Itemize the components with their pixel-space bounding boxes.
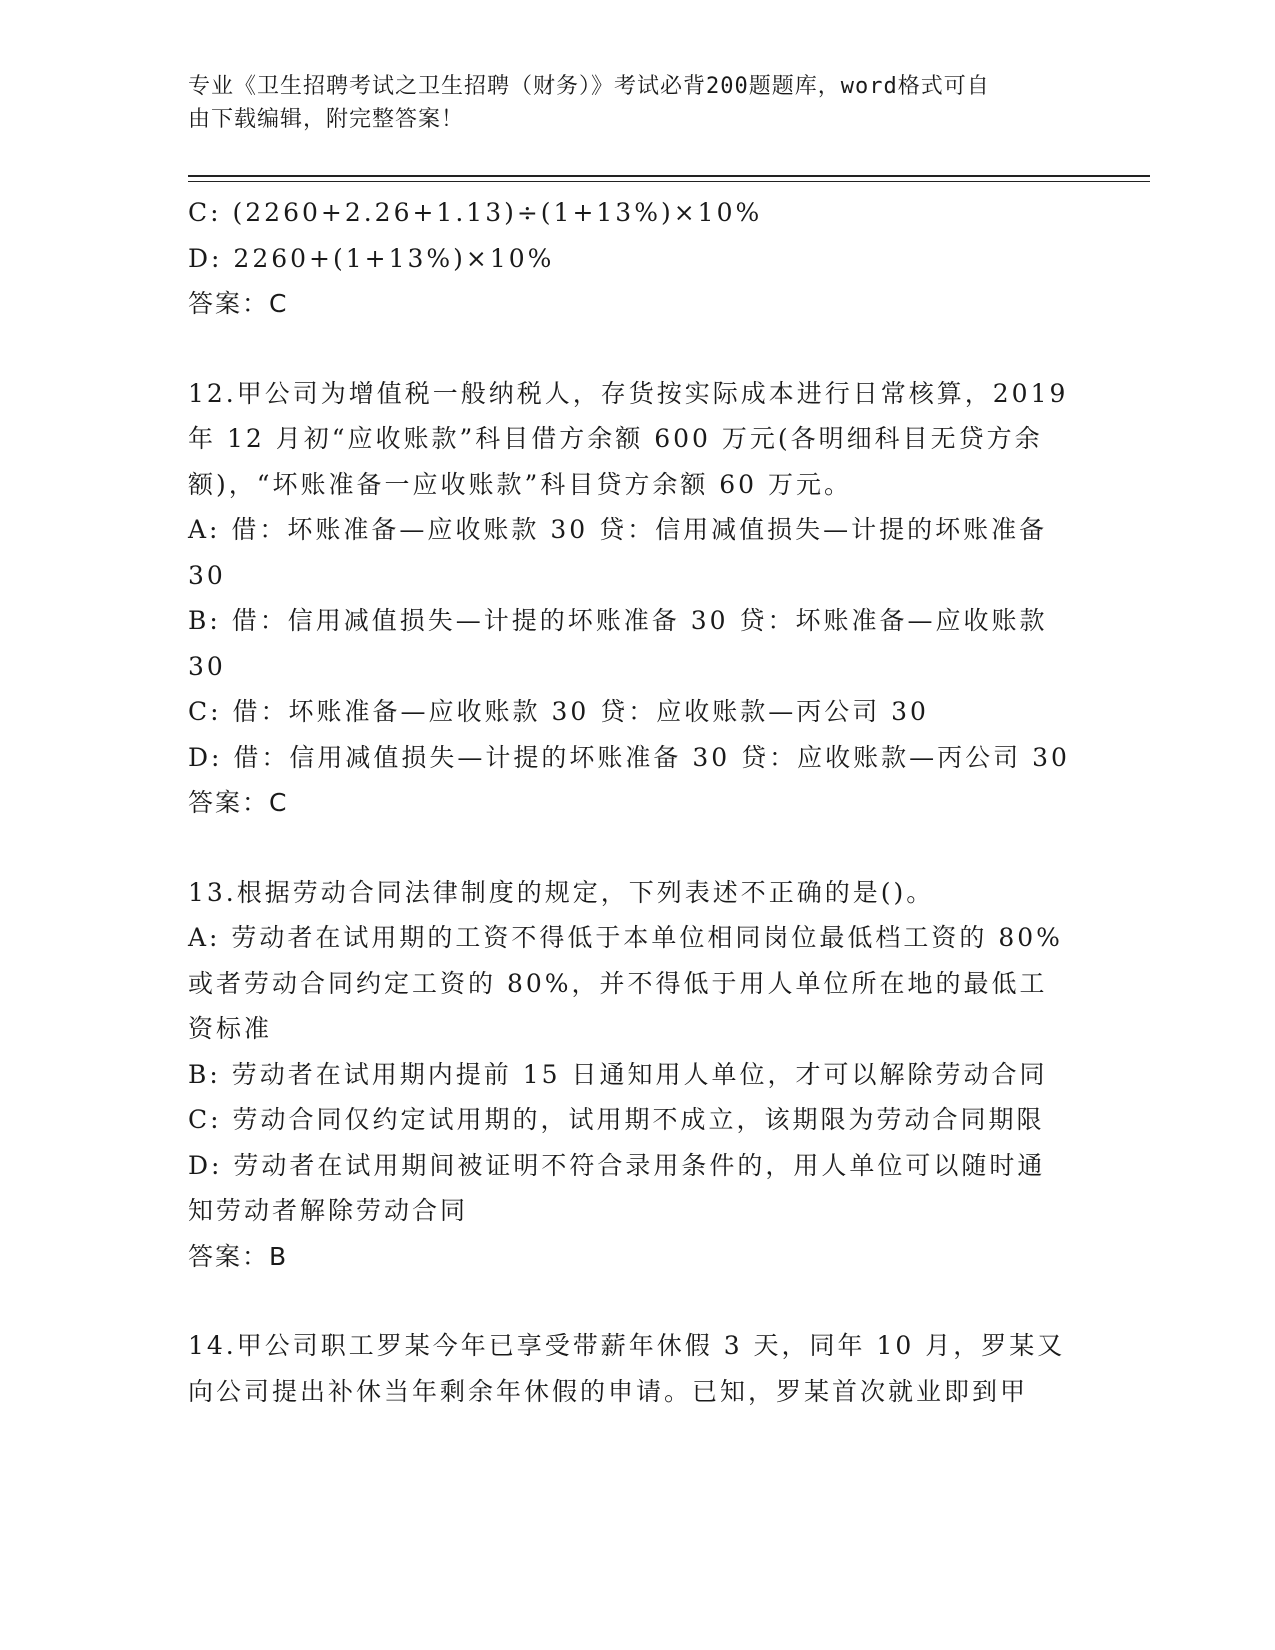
question-12 — [188, 371, 1088, 826]
spacer — [188, 826, 1088, 870]
header-title-line-1: 专业《卫生招聘考试之卫生招聘（财务）》考试必背200题题库，word格式可自 — [188, 74, 990, 99]
question-12-option-a-line-2: 30 — [188, 560, 226, 590]
question-14-stem-line-2: 向公司提出补休当年剩余年休假的申请。已知，罗某首次就业即到甲 — [188, 1376, 1029, 1406]
question-11-answer: 答案：C — [188, 289, 289, 318]
header-divider-thin — [188, 181, 1150, 182]
document-header — [188, 70, 1068, 136]
question-13-option-b: B: 劳动者在试用期内提前 15 日通知用人单位，才可以解除劳动合同 — [188, 1059, 1048, 1089]
question-12-stem-line-2: 年 12 月初“应收账款”科目借方余额 600 万元(各明细科目无贷方余 — [188, 424, 1043, 453]
question-13-option-a-line-3: 资标准 — [188, 1014, 273, 1043]
question-13-option-d-line-1: D: 劳动者在试用期间被证明不符合录用条件的，用人单位可以随时通 — [188, 1150, 1046, 1180]
question-11-option-d: D: 2260+(1+13%)×10% — [188, 243, 555, 273]
question-12-option-b-line-1: B: 借：信用减值损失—计提的坏账准备 30 贷：坏账准备—应收账款 — [188, 606, 1048, 635]
question-13-option-a-line-1: A: 劳动者在试用期的工资不得低于本单位相同岗位最低档工资的 80% — [188, 923, 1063, 952]
question-12-option-b-line-2: 30 — [188, 651, 226, 681]
question-13-stem: 13.根据劳动合同法律制度的规定，下列表述不正确的是()。 — [188, 877, 935, 907]
spacer — [188, 327, 1088, 371]
spacer — [188, 1279, 1088, 1323]
header-divider-thick — [188, 175, 1150, 177]
question-12-option-c: C: 借：坏账准备—应收账款 30 贷：应收账款—丙公司 30 — [188, 697, 929, 726]
question-12-answer: 答案：C — [188, 788, 289, 817]
question-14 — [188, 1323, 1088, 1414]
question-12-stem-line-1: 12.甲公司为增值税一般纳税人，存货按实际成本进行日常核算，2019 — [188, 378, 1069, 408]
question-12-stem-line-3: 额)，“坏账准备一应收账款”科目贷方余额 60 万元。 — [188, 469, 853, 499]
question-14-stem-line-1: 14.甲公司职工罗某今年已享受带薪年休假 3 天，同年 10 月，罗某又 — [188, 1331, 1066, 1360]
question-13-option-a-line-2: 或者劳动合同约定工资的 80%，并不得低于用人单位所在地的最低工 — [188, 968, 1048, 998]
header-title-line-2: 由下载编辑，附完整答案！ — [188, 107, 465, 132]
question-12-option-a-line-1: A: 借：坏账准备—应收账款 30 贷：信用减值损失—计提的坏账准备 — [188, 515, 1048, 544]
question-13-option-c: C: 劳动合同仅约定试用期的，试用期不成立，该期限为劳动合同期限 — [188, 1105, 1045, 1134]
question-13-option-d-line-2: 知劳动者解除劳动合同 — [188, 1196, 469, 1225]
question-11-option-c: C: (2260+2.26+1.13)÷(1+13%)×10% — [188, 198, 763, 227]
question-12-option-d: D: 借：信用减值损失—计提的坏账准备 30 贷：应收账款—丙公司 30 — [188, 742, 1070, 772]
question-13-answer: 答案：B — [188, 1241, 289, 1271]
question-13 — [188, 870, 1088, 1280]
question-11 — [188, 190, 1088, 327]
document-body — [188, 190, 1088, 1414]
